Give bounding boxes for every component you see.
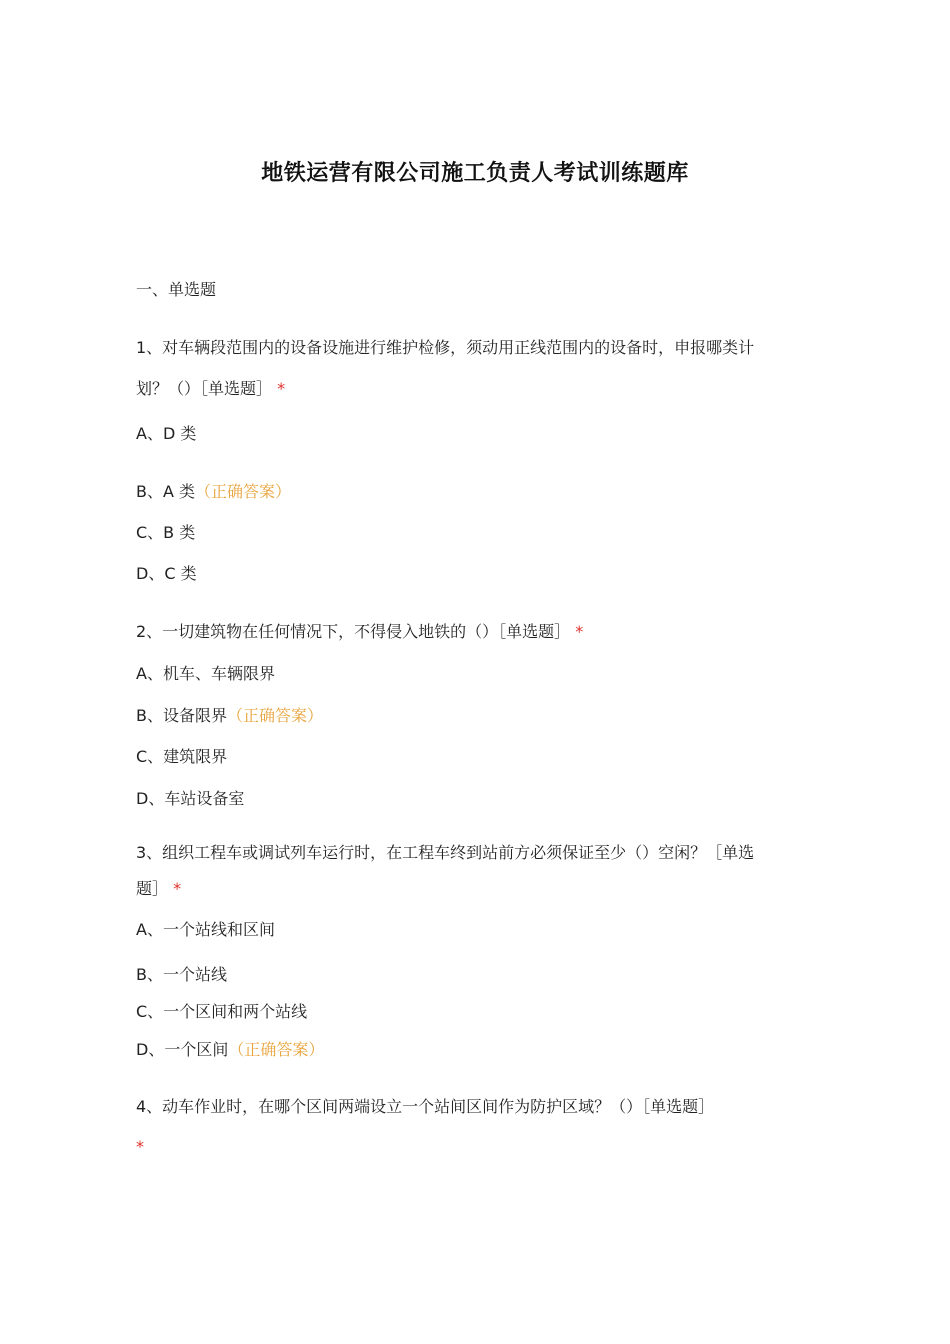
question-1-text-line2 xyxy=(136,378,826,400)
question-3-option-c: C、一个区间和两个站线 xyxy=(136,1002,308,1021)
question-2-option-a: A、机车、车辆限界 xyxy=(136,664,275,683)
required-star: * xyxy=(136,1137,144,1156)
question-1-option-c: C、B 类 xyxy=(136,523,196,542)
question-4-text: 4、动车作业时，在哪个区间两端设立一个站间区间作为防护区域？（）［单选题］ xyxy=(136,1097,715,1116)
question-2-option-b xyxy=(136,705,826,727)
question-1-option-a: A、D 类 xyxy=(136,424,197,443)
question-3-option-a: A、一个站线和区间 xyxy=(136,920,275,939)
question-3-option-d-text: D、一个区间 xyxy=(136,1040,229,1059)
question-2-option-b-text: B、设备限界 xyxy=(136,706,227,725)
document-title: 地铁运营有限公司施工负责人考试训练题库 xyxy=(261,160,689,186)
question-1-option-b xyxy=(136,481,826,503)
question-3-text-line1: 3、组织工程车或调试列车运行时，在工程车终到站前方必须保证至少（）空闲？［单选 xyxy=(136,843,755,862)
required-star: * xyxy=(575,622,584,641)
question-1-text-line2-content: 划？（）［单选题］ xyxy=(136,379,273,398)
question-3-option-b: B、一个站线 xyxy=(136,965,227,984)
correct-answer-tag: （正确答案） xyxy=(228,1040,325,1059)
question-3-text-line2 xyxy=(136,878,826,900)
question-3-text-line2-content: 题］ xyxy=(136,879,169,898)
question-1-option-b-text: B、A 类 xyxy=(136,482,196,501)
question-2-option-d: D、车站设备室 xyxy=(136,789,245,808)
required-star: * xyxy=(173,879,182,898)
question-2-text-content: 2、一切建筑物在任何情况下，不得侵入地铁的（）［单选题］ xyxy=(136,622,571,641)
required-star: * xyxy=(277,379,286,398)
question-2-text xyxy=(136,621,826,643)
question-2-option-c: C、建筑限界 xyxy=(136,747,228,766)
correct-answer-tag: （正确答案） xyxy=(195,482,292,501)
question-1-text-line1: 1、对车辆段范围内的设备设施进行维护检修，须动用正线范围内的设备时，申报哪类计 xyxy=(136,338,755,357)
section-heading: 一、单选题 xyxy=(136,280,217,299)
correct-answer-tag: （正确答案） xyxy=(226,706,323,725)
question-3-option-d xyxy=(136,1039,826,1061)
question-4-required-line xyxy=(136,1136,826,1158)
question-1-option-d: D、C 类 xyxy=(136,564,197,583)
